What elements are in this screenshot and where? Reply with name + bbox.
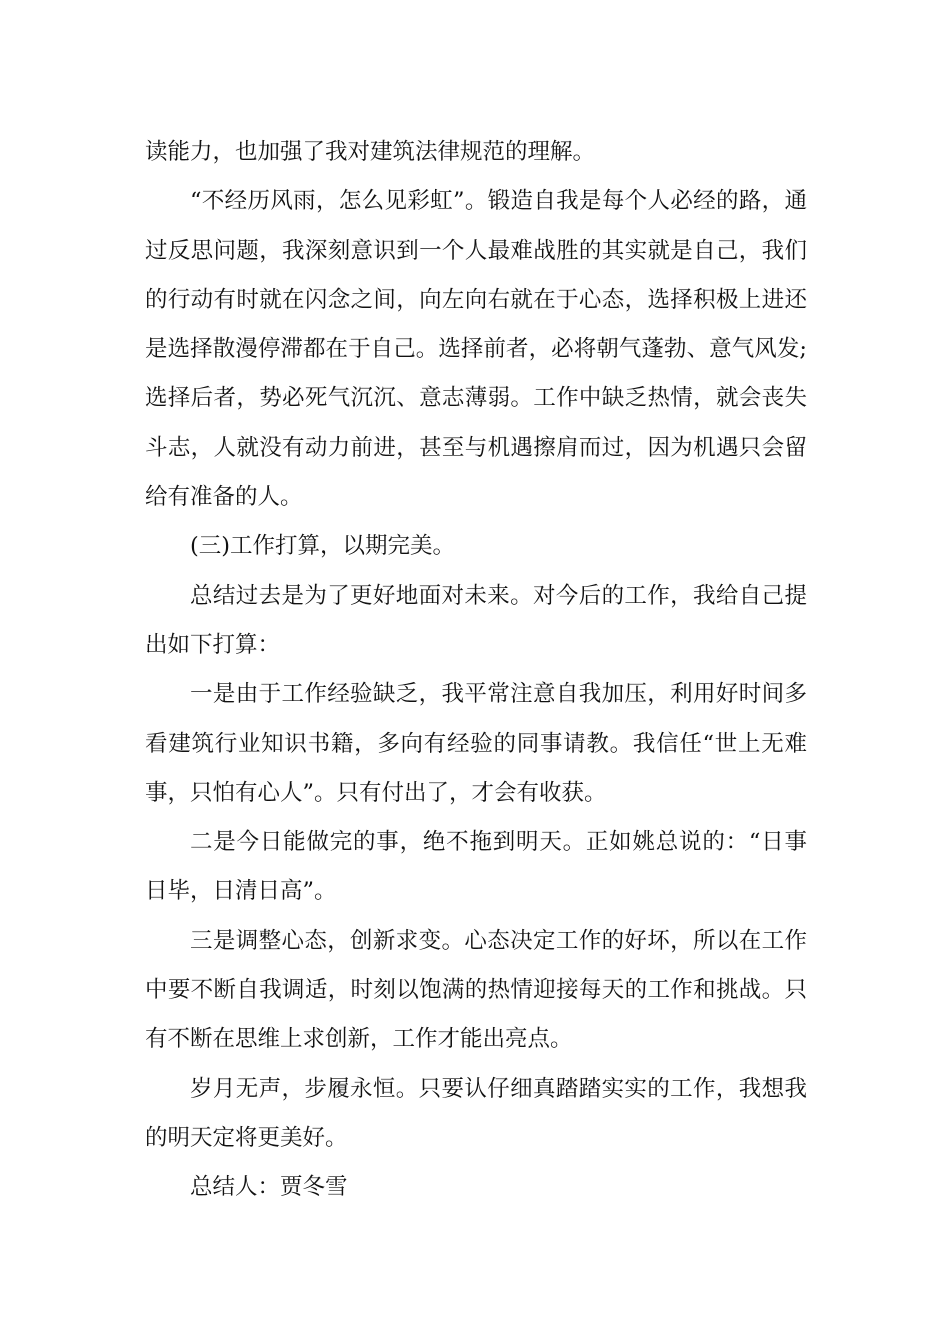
document-body — [145, 128, 807, 1213]
paragraph-plan-item-2: 二是今日能做完的事，绝不拖到明天。正如姚总说的：“日事日毕，日清日高”。 — [145, 829, 807, 905]
section-heading-work-plan: (三)工作打算，以期完美。 — [190, 533, 456, 560]
paragraph-self-reflection: “不经历风雨，怎么见彩虹”。锻造自我是每个人必经的路，通过反思问题，我深刻意识到一个人最难战胜的其实就是自己，我们的行动有时就在闪念之间，向左向右就在于心态，选择积极上进还是选择散漫停滞都在于自己。选择前者，必将朝气蓬勃、意气风发;选择后者，势必死气沉沉、意志薄弱。工作中缺乏热情，就会丧失斗志，人就没有动力前进，甚至与机遇擦肩而过，因为机遇只会留给有准备的人。 — [145, 188, 807, 511]
paragraph-plan-intro: 总结过去是为了更好地面对未来。对今后的工作，我给自己提出如下打算： — [145, 582, 807, 658]
paragraph-plan-item-1: 一是由于工作经验缺乏，我平常注意自我加压，利用好时间多看建筑行业知识书籍，多向有经验的同事请教。我信任“世上无难事，只怕有心人”。只有付出了，才会有收获。 — [145, 681, 807, 806]
author-signature: 总结人：贾冬雪 — [190, 1174, 348, 1201]
paragraph-closing: 岁月无声，步履永恒。只要认仔细真踏踏实实的工作，我想我的明天定将更美好。 — [145, 1075, 807, 1151]
paragraph-plan-item-3: 三是调整心态，创新求变。心态决定工作的好坏，所以在工作中要不断自我调适，时刻以饱满的热情迎接每天的工作和挑战。只有不断在思维上求创新，工作才能出亮点。 — [145, 927, 807, 1053]
paragraph-continuation: 读能力，也加强了我对建筑法律规范的理解。 — [145, 139, 596, 165]
